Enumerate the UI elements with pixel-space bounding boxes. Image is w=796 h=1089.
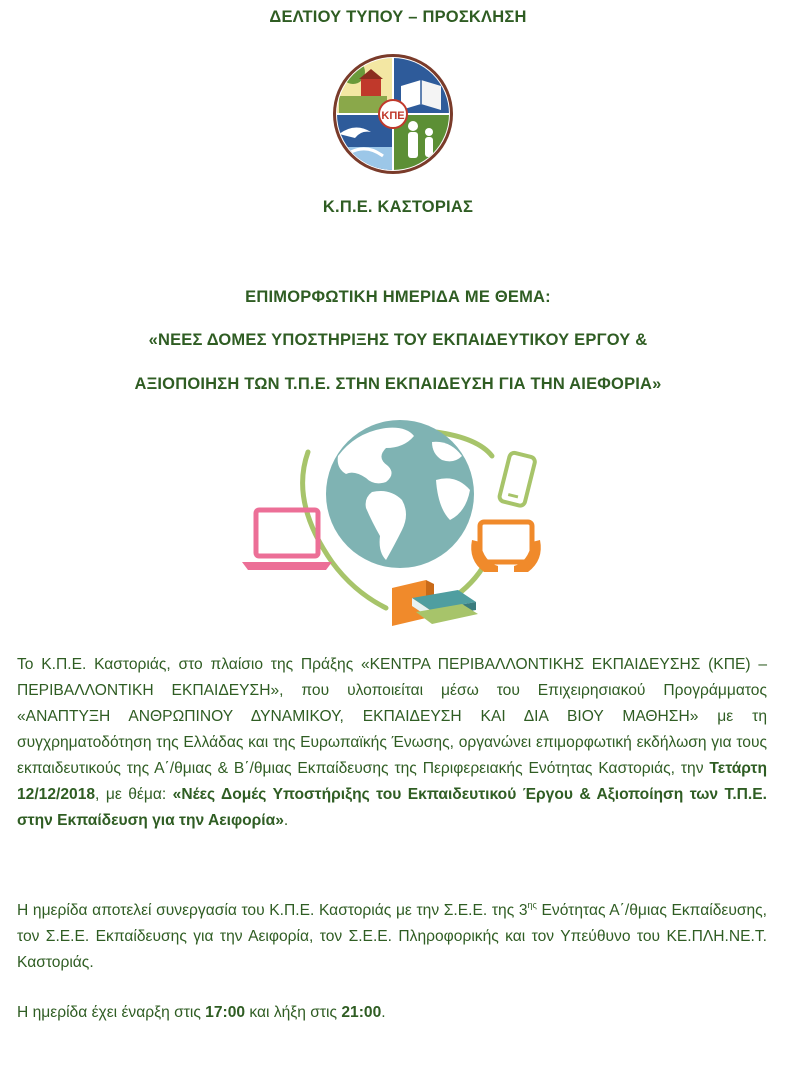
event-title-line-2: «ΝΕΕΣ ΔΟΜΕΣ ΥΠΟΣΤΗΡΙΞΗΣ ΤΟΥ ΕΚΠΑΙΔΕΥΤΙΚΟΥ ΕΡΓΟΥ & xyxy=(148,331,648,349)
start-time: 17:00 xyxy=(205,1004,246,1021)
ordinal-suffix: ης xyxy=(527,900,537,910)
event-date: Τετάρτη 12/12/2018 xyxy=(17,760,767,803)
collab-text: Η ημερίδα αποτελεί συνεργασία του Κ.Π.Ε. Καστοριάς με την Σ.Ε.Ε. της 3 xyxy=(17,902,528,919)
intro-text-end: . xyxy=(283,812,289,829)
intro-text-2: , με θέμα: xyxy=(95,786,173,803)
schedule-text: Η ημερίδα έχει έναρξη στις xyxy=(17,1004,206,1021)
schedule-text-2: και λήξη στις xyxy=(245,1004,342,1021)
globe-icon xyxy=(326,420,474,568)
event-title-line-1: ΕΠΙΜΟΡΦΩΤΙΚΗ ΗΜΕΡΙΔΑ ΜΕ ΘΕΜΑ: xyxy=(245,288,551,306)
press-release-title: ΔΕΛΤΙΟΥ ΤΥΠΟΥ – ΠΡΟΣΚΛΗΣΗ xyxy=(269,8,527,26)
collab-text-2: Ενότητας Α΄/θμιας Εκπαίδευσης, τον Σ.Ε.Ε. Εκπαίδευσης για την Αειφορία, τον Σ.Ε.Ε. Πληροφορικής και τον Υπεύθυνο του ΚΕ.ΠΛΗ.ΝΕ.Τ. Καστοριάς. xyxy=(17,902,768,971)
intro-text: Το Κ.Π.Ε. Καστοριάς, στο πλαίσιο της Πράξης «ΚΕΝΤΡΑ ΠΕΡΙΒΑΛΛΟΝΤΙΚΗΣ ΕΚΠΑΙΔΕΥΣΗΣ (ΚΠΕ) – ΠΕΡΙΒΑΛΛΟΝΤΙΚΗ ΕΚΠΑΙΔΕΥΣΗ», που υλοποιείται μέσω του Επιχειρησιακού Προγράμματος «ΑΝΑΠΤΥΞΗ ΑΝΘΡΩΠΙΝΟΥ ΔΥΝΑΜΙΚΟΥ, ΕΚΠΑΙΔΕΥΣΗ ΚΑΙ ΔΙΑ ΒΙΟΥ ΜΑΘΗΣΗ» με τη συγχρηματοδότηση της Ελλάδας και της Ευρωπαϊκής Ένωσης, οργανώνει επιμορφωτική εκδήλωση για τους εκπαιδευτικούς της Α΄/θμιας & Β΄/θμιας Εκπαίδευσης της Περιφερειακής Ενότητας Καστοριάς, την xyxy=(17,656,767,777)
event-title-line-3: ΑΞΙΟΠΟΙΗΣΗ ΤΩΝ Τ.Π.Ε. ΣΤΗΝ ΕΚΠΑΙΔΕΥΣΗ ΓΙΑ ΤΗΝ ΑΙΕΦΟΡΙΑ» xyxy=(134,375,662,393)
phone-icon xyxy=(499,452,536,507)
tablet-icon xyxy=(471,522,541,572)
kpe-logo-icon xyxy=(331,52,455,176)
event-theme: «Νέες Δομές Υποστήριξης του Εκπαιδευτικού Έργου & Αξιοποίηση των Τ.Π.Ε. στην Εκπαίδευση για την Αειφορία» xyxy=(17,786,767,829)
body-paragraph-intro xyxy=(17,652,767,834)
body-paragraph-collaboration xyxy=(17,898,767,976)
organization-name: Κ.Π.Ε. ΚΑΣΤΟΡΙΑΣ xyxy=(322,198,474,216)
end-time: 21:00 xyxy=(341,1004,382,1021)
logo-text: ΚΠΕ xyxy=(381,110,405,122)
schedule-text-end: . xyxy=(381,1004,386,1021)
laptop-icon xyxy=(242,510,332,570)
ict-illustration xyxy=(236,412,558,638)
body-paragraph-schedule xyxy=(17,1000,767,1026)
